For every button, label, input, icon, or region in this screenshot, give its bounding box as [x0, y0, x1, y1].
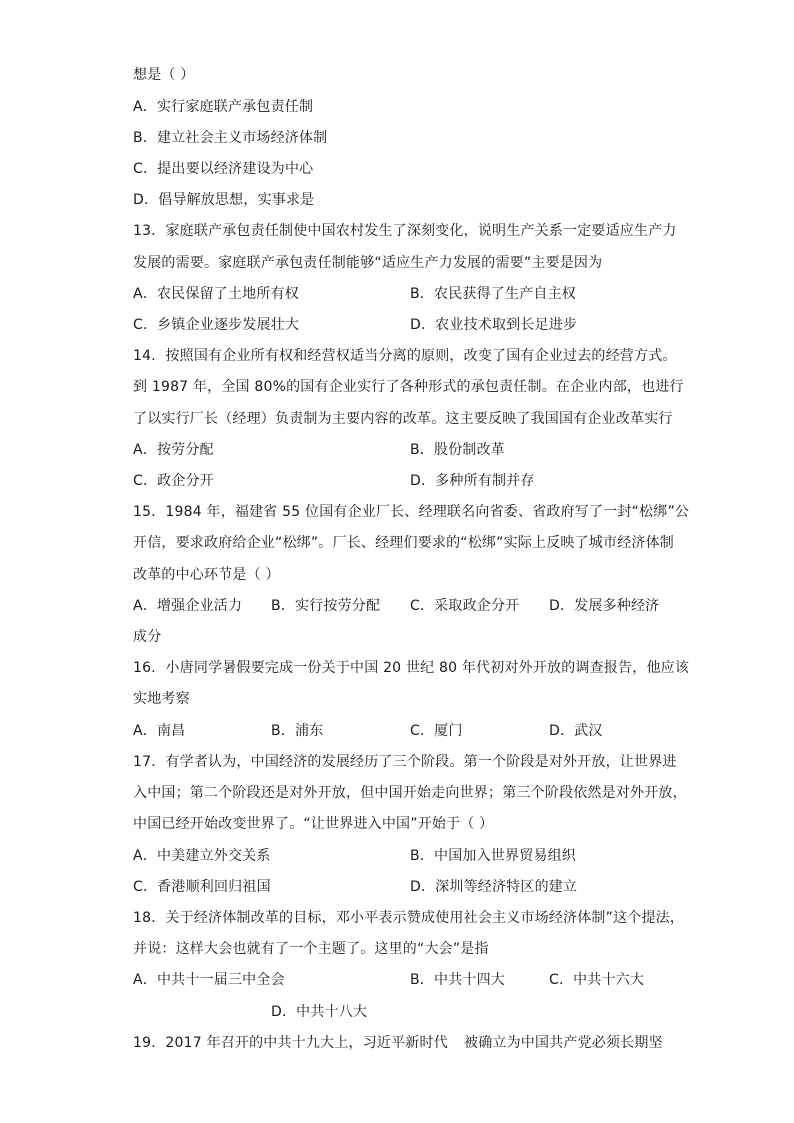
- option-c: C．中共十六大: [549, 972, 645, 988]
- option-a: A．增强企业活力: [133, 598, 243, 614]
- option-d: D．武汉: [549, 723, 603, 739]
- option-d: D．深圳等经济特区的建立: [410, 879, 578, 895]
- option-b: B．中共十四大: [410, 972, 506, 988]
- option-a: A．中共十一届三中全会: [133, 972, 285, 988]
- option-d: D．中共十八大: [271, 1004, 368, 1020]
- option-d-continued: 成分: [133, 629, 162, 645]
- question-19-stem: 19．2017 年召开的中共十九大上，习近平新时代: [133, 1035, 448, 1051]
- question-14-stem: 14．按照国有企业所有权和经营权适当分离的原则，改变了国有企业过去的经营方式。: [133, 348, 677, 364]
- option-c: C．厦门: [410, 723, 463, 739]
- option-b: B．实行按劳分配: [271, 598, 381, 614]
- option-c: C．香港顺利回归祖国: [133, 879, 271, 895]
- question-17-stem: 17．有学者认为，中国经济的发展经历了三个阶段。第一个阶段是对外开放，让世界进: [133, 754, 677, 770]
- question-13-stem: 发展的需要。家庭联产承包责任制能够“适应生产力发展的需要”主要是因为: [133, 255, 603, 271]
- option-d: D．农业技术取到长足进步: [410, 317, 578, 333]
- question-16-stem: 16．小唐同学暑假要完成一份关于中国 20 世纪 80 年代初对外开放的调查报告，他应该: [133, 660, 690, 676]
- question-13-stem: 13．家庭联产承包责任制使中国农村发生了深刻变化，说明生产关系一定要适应生产力: [133, 223, 677, 239]
- option-b: B．农民获得了生产自主权: [410, 286, 577, 302]
- option-b: B．中国加入世界贸易组织: [410, 848, 577, 864]
- question-17-stem: 中国已经开始改变世界了。“让世界进入中国”开始于（ ）: [133, 816, 494, 832]
- option-b: B．股份制改革: [410, 442, 506, 458]
- option-d: D．多种所有制并存: [410, 473, 535, 489]
- option-c: C．提出要以经济建设为中心: [133, 161, 314, 177]
- option-d: D．倡导解放思想，实事求是: [133, 192, 315, 208]
- option-a: A．中美建立外交关系: [133, 848, 271, 864]
- question-19-stem-continued: 被确立为中国共产党必须长期坚: [464, 1035, 663, 1051]
- option-d: D．发展多种经济: [549, 598, 660, 614]
- option-b: B．建立社会主义市场经济体制: [133, 130, 328, 146]
- option-c: C．乡镇企业逐步发展壮大: [133, 317, 300, 333]
- option-a: A．南昌: [133, 723, 186, 739]
- question-15-stem: 15．1984 年，福建省 55 位国有企业厂长、经理联名向省委、省政府写了一封“松绑”公: [133, 504, 690, 520]
- option-a: A．按劳分配: [133, 442, 214, 458]
- question-14-stem: 到 1987 年，全国 80%的国有企业实行了各种形式的承包责任制。在企业内部，也进行: [133, 379, 684, 395]
- question-18-stem: 并说：这样大会也就有了一个主题了。这里的“大会”是指: [133, 941, 489, 957]
- option-b: B．浦东: [271, 723, 324, 739]
- question-18-stem: 18．关于经济体制改革的目标，邓小平表示赞成使用社会主义市场经济体制”这个提法，: [133, 910, 685, 926]
- question-14-stem: 了以实行厂长（经理）负责制为主要内容的改革。这主要反映了我国国有企业改革实行: [133, 411, 673, 427]
- question-15-stem: 开信，要求政府给企业“松绑”。厂长、经理们要求的“松绑”实际上反映了城市经济体制: [133, 535, 675, 551]
- option-c: C．政企分开: [133, 473, 214, 489]
- text-line: 想是（ ）: [133, 67, 195, 83]
- option-c: C．采取政企分开: [410, 598, 520, 614]
- option-a: A．实行家庭联产承包责任制: [133, 99, 314, 115]
- question-17-stem: 入中国；第二个阶段还是对外开放，但中国开始走向世界；第三个阶段依然是对外开放，: [133, 785, 687, 801]
- question-15-stem: 改革的中心环节是（ ）: [133, 567, 280, 583]
- question-16-stem: 实地考察: [133, 691, 190, 707]
- option-a: A．农民保留了土地所有权: [133, 286, 299, 302]
